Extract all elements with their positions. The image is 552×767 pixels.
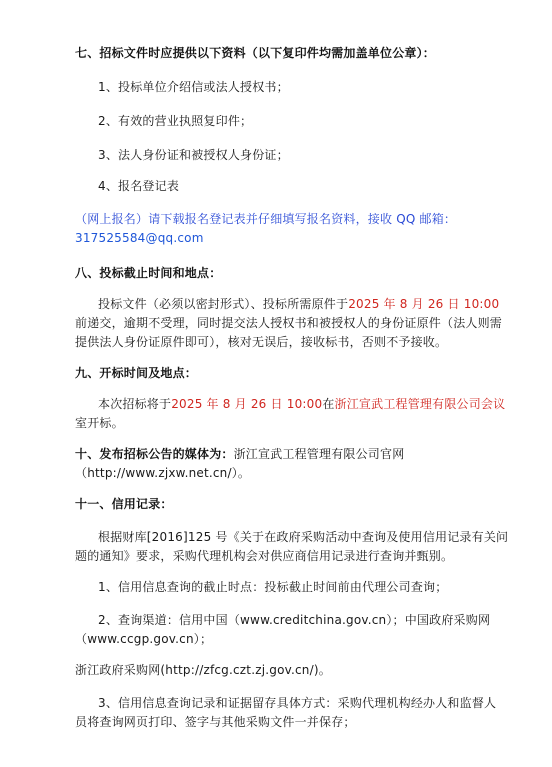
section-11-item-3-line-1: 3、信用信息查询记录和证据留存具体方式：采购代理机构经办人和监督人 bbox=[98, 696, 497, 710]
opening-place: 浙江宣武工程管理有限公司会议 bbox=[334, 397, 506, 411]
section-8-paragraph-line-3: 提供法人身份证原件即可），核对无误后，接收标书，否则不予接收。 bbox=[75, 335, 448, 349]
section-11-item-1: 1、信用信息查询的截止时点：投标截止时间前由代理公司查询； bbox=[98, 580, 448, 594]
section-7-heading: 七、招标文件时应提供以下资料（以下复印件均需加盖单位公章）： bbox=[75, 46, 436, 60]
section-9-heading: 九、开标时间及地点： bbox=[75, 366, 198, 380]
section-9-text-mid: 在 bbox=[322, 397, 335, 411]
section-7-item-4: 4、报名登记表 bbox=[98, 179, 180, 193]
section-11-item-2-line-3: 浙江政府采购网(http://zfcg.czt.zj.gov.cn/)。 bbox=[75, 663, 331, 677]
online-registration-note: （网上报名）请下载报名登记表并仔细填写报名资料，接收 QQ 邮箱： bbox=[75, 212, 457, 226]
opening-date: 2025 年 8 月 26 日 10:00 bbox=[171, 397, 323, 411]
section-7-item-2: 2、有效的营业执照复印件； bbox=[98, 114, 253, 128]
section-8-text: 投标文件（必须以密封形式）、投标所需原件于 bbox=[98, 297, 349, 311]
section-8-paragraph-line-2: 前递交，逾期不受理，同时提交法人授权书和被授权人的身份证原件（法人则需 bbox=[75, 316, 503, 330]
section-8-paragraph-line-1 bbox=[98, 297, 499, 312]
section-10-heading: 十、发布招标公告的媒体为： bbox=[75, 447, 234, 461]
deadline-date: 2025 年 8 月 26 日 10:00 bbox=[348, 297, 500, 311]
section-9-text: 本次招标将于 bbox=[98, 397, 172, 411]
section-11-item-2-line-1: 2、查询渠道：信用中国（www.creditchina.gov.cn）；中国政府采购网 bbox=[98, 613, 491, 627]
section-9-paragraph-line-1 bbox=[98, 397, 505, 412]
section-8-heading: 八、投标截止时间和地点： bbox=[75, 266, 222, 280]
section-7-item-3: 3、法人身份证和被授权人身份证； bbox=[98, 148, 289, 162]
media-url[interactable]: （http://www.zjxw.net.cn/）。 bbox=[75, 466, 251, 480]
section-11-heading: 十一、信用记录： bbox=[75, 497, 173, 511]
section-11-paragraph-line-1: 根据财库[2016]125 号《关于在政府采购活动中查询及使用信用记录有关问 bbox=[98, 530, 509, 544]
section-11-item-3-line-2: 员将查询网页打印、签字与其他采购文件一并保存； bbox=[75, 715, 356, 729]
section-11-paragraph-line-2: 题的通知》要求，采购代理机构会对供应商信用记录进行查询并甄别。 bbox=[75, 549, 454, 563]
section-7-item-1: 1、投标单位介绍信或法人授权书； bbox=[98, 80, 289, 94]
section-10-line-1 bbox=[75, 447, 404, 462]
media-name: 浙江宣武工程管理有限公司官网 bbox=[233, 447, 405, 461]
section-11-item-2-line-2: （www.ccgp.gov.cn）； bbox=[75, 632, 213, 646]
qq-email-link[interactable]: 317525584@qq.com bbox=[75, 231, 204, 245]
section-9-paragraph-line-2: 室开标。 bbox=[75, 416, 124, 430]
